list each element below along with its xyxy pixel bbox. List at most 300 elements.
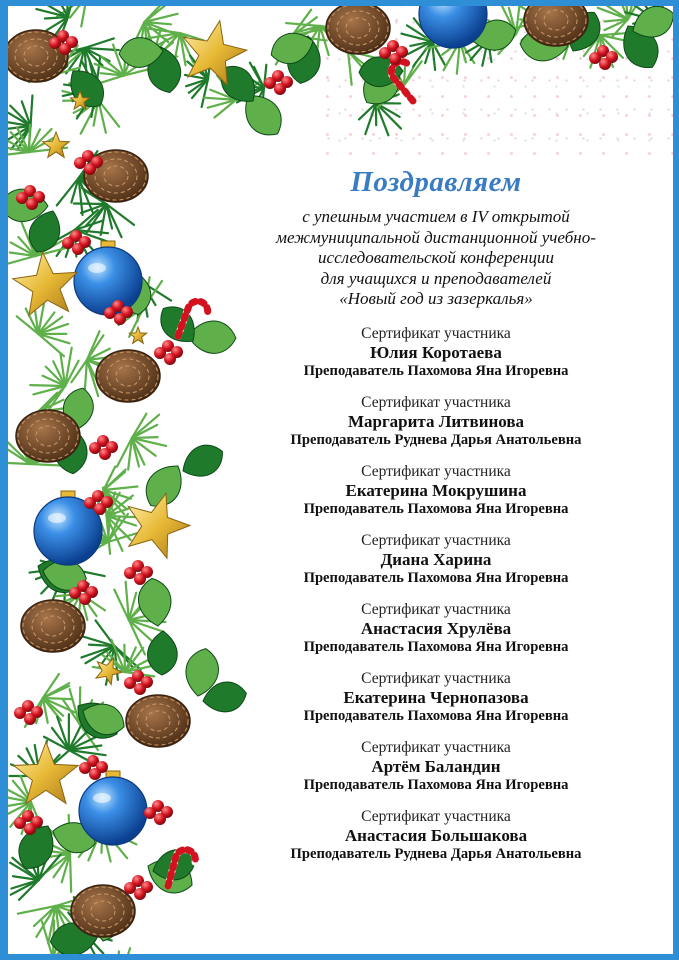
certificate-label: Сертификат участника: [361, 807, 511, 825]
pine-needle: [129, 22, 144, 54]
pine-needle: [13, 876, 39, 880]
pine-needle: [40, 755, 60, 776]
pine-needle: [11, 880, 39, 895]
pine-needle: [11, 132, 29, 152]
gold-star: [183, 21, 246, 85]
conference-description: [226, 207, 646, 310]
pine-needle: [58, 829, 70, 854]
participant-entry: [226, 324, 646, 381]
holly-leaf: [49, 817, 100, 858]
pine-needle: [83, 932, 112, 941]
certificate-label: Сертификат участника: [361, 738, 511, 756]
pine-needle: [43, 698, 73, 699]
pine-needle: [31, 95, 33, 126]
pine-needle: [27, 748, 40, 776]
pine-needle: [104, 470, 126, 490]
red-berry: [74, 157, 86, 169]
candy-cane-stripes: [168, 847, 198, 891]
pine-needle: [124, 45, 136, 75]
pine-needle: [104, 490, 125, 514]
pine-needle: [30, 464, 63, 466]
red-berry: [106, 441, 118, 453]
holly-leaf: [149, 845, 199, 885]
pine-needle: [30, 427, 38, 464]
pine-needle: [56, 6, 68, 17]
pine-needle: [130, 282, 143, 308]
red-berry: [70, 230, 82, 242]
pine-needle: [30, 448, 59, 464]
holly-leaf: [142, 851, 199, 900]
pine-needle: [107, 516, 131, 540]
intro-line: исследовательской конференции: [318, 248, 554, 267]
pine-needle: [152, 30, 160, 59]
pine-needle: [36, 842, 39, 880]
pine-needle: [30, 385, 65, 386]
pine-needle: [115, 308, 143, 321]
pine-needle: [31, 802, 45, 836]
pine-needle: [81, 636, 115, 646]
red-berry: [26, 198, 38, 210]
pine-needle: [44, 52, 57, 74]
pine-needle: [138, 22, 144, 60]
holly-leaf: [89, 895, 130, 946]
participant-name: Диана Харина: [380, 549, 492, 569]
pine-cone-scale: [128, 697, 188, 745]
pine-needle: [124, 46, 126, 75]
pine-needle: [102, 823, 129, 828]
pine-needle: [60, 354, 65, 386]
pine-cone-scale: [146, 711, 170, 731]
snow-decoration: [313, 6, 673, 156]
pine-needle: [86, 204, 106, 234]
holly-leaf: [8, 189, 48, 223]
pine-needle: [250, 63, 264, 88]
pine-needle: [32, 49, 56, 74]
ornament-cap: [101, 241, 115, 251]
pine-needle: [43, 698, 63, 716]
red-berry: [84, 163, 96, 175]
pine-needle: [84, 48, 109, 61]
pine-needle: [52, 728, 69, 750]
red-berry: [72, 243, 84, 255]
pine-needle: [120, 282, 141, 300]
pine-needle: [69, 725, 81, 750]
pine-needle: [75, 230, 95, 252]
pine-needle: [83, 907, 99, 932]
pine-needle: [50, 230, 74, 244]
red-berry: [31, 816, 43, 828]
pine-needle: [53, 17, 68, 38]
red-berry: [89, 442, 101, 454]
gold-star: [128, 494, 190, 559]
pine-needle: [43, 698, 61, 720]
pine-needle: [87, 360, 119, 375]
pine-needle: [107, 492, 116, 516]
pine-needle: [68, 913, 83, 932]
pine-needle: [125, 665, 157, 672]
pine-needle: [26, 308, 39, 334]
teacher-line: Преподаватель Пахомова Яна Игоревна: [303, 776, 569, 793]
pine-needle: [17, 316, 39, 334]
holly-leaf: [18, 40, 72, 82]
pine-cone-scale: [23, 602, 83, 650]
candy-cane: [178, 298, 210, 342]
pine-cone: [21, 600, 85, 652]
pine-needle: [63, 89, 96, 96]
pine-needle: [104, 467, 116, 490]
intro-line: «Новый год из зазеркалья»: [339, 289, 533, 308]
pine-needle: [84, 190, 107, 204]
red-berry: [124, 882, 136, 894]
pine-needle: [254, 67, 264, 88]
pine-needle: [84, 48, 97, 80]
candy-cane: [168, 847, 198, 891]
pine-needle: [41, 561, 66, 568]
pine-needle: [243, 73, 264, 88]
pine-needle: [79, 178, 108, 192]
pine-needle: [79, 178, 83, 215]
pine-needle: [8, 802, 31, 815]
pine-needle: [77, 48, 85, 78]
pine-needle: [22, 802, 31, 834]
pine-needle: [19, 880, 39, 900]
pine-needle: [30, 568, 66, 573]
pine-needle: [8, 126, 31, 129]
pine-needle: [85, 360, 87, 393]
pine-needle: [104, 472, 125, 490]
pine-cone-scale: [91, 901, 115, 921]
pine-needle: [174, 33, 180, 66]
pine-needle: [53, 935, 80, 958]
pine-needle: [190, 56, 208, 80]
pine-needle: [17, 128, 29, 152]
pine-needle: [37, 412, 38, 448]
red-berry: [49, 37, 61, 49]
red-berry: [141, 566, 153, 578]
red-berry: [79, 593, 91, 605]
gold-star: [129, 327, 146, 343]
red-berry: [132, 875, 144, 887]
pine-needle: [38, 412, 74, 418]
pine-cone-scale: [86, 152, 146, 200]
gold-star: [13, 252, 77, 315]
red-berry: [14, 817, 26, 829]
pine-needle: [62, 854, 70, 882]
pine-needle: [57, 230, 75, 256]
holly-leaf: [40, 556, 89, 593]
red-berry: [101, 496, 113, 508]
pine-needle: [13, 781, 31, 802]
pine-needle: [85, 646, 114, 663]
pine-needle: [81, 646, 114, 657]
pine-cone-scale: [95, 159, 137, 193]
pine-needle: [214, 100, 236, 118]
pine-needle: [108, 513, 110, 542]
pine-needle: [128, 438, 132, 470]
pine-needle: [69, 735, 101, 750]
pine-needle: [22, 57, 57, 74]
pine-needle: [38, 412, 49, 442]
pine-needle: [96, 956, 119, 960]
pine-needle: [48, 386, 66, 412]
pine-needle: [129, 612, 162, 620]
pine-needle: [145, 33, 180, 39]
pine-needle: [18, 126, 30, 149]
pine-needle: [143, 277, 149, 308]
pine-needle: [125, 647, 136, 672]
pine-needle: [75, 230, 77, 257]
pine-needle: [208, 47, 212, 79]
pine-needle: [70, 6, 87, 18]
pine-needle: [114, 590, 129, 620]
pine-needle: [8, 802, 31, 808]
participant-name: Юлия Коротаева: [370, 342, 502, 362]
pine-needle: [180, 33, 186, 65]
participant-entry: [226, 669, 646, 726]
ornament-ball: [79, 777, 147, 845]
pine-needle: [144, 22, 147, 51]
pine-needle: [192, 79, 208, 98]
pine-needle: [8, 113, 30, 126]
holly-leaf: [48, 920, 100, 958]
pine-needle: [81, 594, 87, 620]
pine-needle: [87, 356, 116, 360]
pine-cone-scale: [104, 166, 128, 186]
pine-needle: [125, 648, 143, 672]
pine-needle: [38, 301, 44, 334]
pine-needle: [102, 828, 136, 844]
pine-cone-scale: [82, 894, 124, 928]
pine-needle: [75, 221, 103, 230]
pine-needle: [53, 927, 64, 958]
pine-needle: [82, 188, 106, 204]
ornament-ball: [74, 247, 142, 315]
pine-needle: [106, 282, 142, 295]
pine-needle: [80, 724, 118, 729]
pine-needle: [111, 640, 125, 672]
pine-needle: [36, 9, 68, 17]
pine-needle: [10, 106, 30, 126]
pine-needle: [43, 674, 59, 698]
pine-cone-scale: [27, 419, 69, 453]
pine-needle: [38, 334, 69, 343]
pine-needle: [152, 42, 173, 59]
red-berry: [87, 755, 99, 767]
pine-needle: [85, 542, 108, 555]
pine-needle: [108, 516, 120, 542]
pine-needle: [204, 98, 236, 100]
pine-needle: [120, 292, 143, 308]
pine-needle: [233, 85, 264, 88]
pine-needle: [8, 152, 29, 156]
pine-needle: [80, 708, 114, 724]
pine-needle: [102, 813, 136, 828]
participant-entry: [226, 738, 646, 795]
pine-needle: [56, 594, 81, 613]
pine-needle: [104, 487, 138, 490]
pine-needle: [65, 361, 78, 386]
pine-needle: [144, 6, 169, 22]
pine-needle: [129, 620, 164, 632]
red-berry: [24, 713, 36, 725]
participant-entry: [226, 600, 646, 657]
pine-cone-scale: [73, 887, 133, 935]
gold-star: [96, 658, 122, 685]
pine-needle: [22, 101, 31, 126]
pine-needle: [10, 802, 31, 827]
pine-needle: [57, 6, 87, 17]
red-berry: [22, 700, 34, 712]
pine-needle: [52, 568, 66, 602]
red-berry: [144, 807, 156, 819]
holly-leaf: [182, 646, 222, 699]
pine-needle: [87, 349, 110, 360]
pine-needle: [81, 594, 105, 610]
pine-needle: [34, 223, 35, 256]
pine-needle: [98, 100, 119, 127]
pine-needle: [80, 703, 104, 724]
red-berry: [31, 706, 43, 718]
pine-needle: [66, 568, 77, 600]
pine-needle: [129, 620, 145, 654]
pine-needle: [43, 698, 75, 712]
pine-needle: [152, 56, 177, 59]
red-berry: [171, 346, 183, 358]
red-berry: [124, 567, 136, 579]
red-berry: [79, 236, 91, 248]
red-berry: [281, 76, 293, 88]
pine-needle: [101, 204, 107, 235]
pine-needle: [8, 256, 35, 265]
pine-needle: [66, 568, 87, 594]
pine-needle: [56, 906, 84, 915]
pine-needle: [80, 724, 111, 737]
pine-needle: [106, 646, 115, 685]
pine-needle: [102, 807, 120, 828]
red-berry: [59, 43, 71, 55]
pine-needle: [89, 59, 96, 89]
pine-needle: [106, 204, 112, 228]
red-berry: [99, 448, 111, 460]
teacher-line: Преподаватель Руднева Дарья Анатольевна: [290, 845, 582, 862]
pine-needle: [8, 462, 30, 464]
pine-needle: [35, 227, 52, 256]
ornament-highlight: [88, 263, 106, 273]
pine-needle: [148, 29, 152, 59]
pine-needle: [29, 126, 31, 152]
pine-needle: [20, 776, 31, 802]
pine-needle: [38, 412, 60, 435]
pine-needle: [93, 667, 125, 672]
red-berry: [91, 156, 103, 168]
pine-needle: [8, 797, 31, 802]
pine-needle: [53, 955, 90, 958]
participant-entry: [226, 462, 646, 519]
participant-entry: [226, 393, 646, 450]
red-berry: [86, 586, 98, 598]
pine-needle: [107, 516, 111, 554]
pine-needle: [38, 324, 68, 334]
pine-needle: [64, 85, 96, 89]
pine-needle: [98, 100, 106, 133]
pine-needle: [142, 282, 156, 305]
participant-name: Екатерина Мокрушина: [345, 480, 527, 500]
holly-leaf: [11, 818, 62, 876]
pine-needle: [75, 73, 96, 89]
pine-needle: [187, 61, 208, 79]
pine-cone-scale: [8, 32, 66, 80]
red-berry: [33, 191, 45, 203]
pine-needle: [84, 48, 118, 50]
pine-needle: [68, 6, 76, 17]
red-berry: [97, 435, 109, 447]
pine-needle: [132, 438, 139, 467]
pine-needle: [55, 44, 56, 74]
participant-name: Екатерина Чернопазова: [343, 687, 529, 707]
pine-needle: [8, 449, 30, 464]
pine-cone-scale: [36, 426, 60, 446]
pine-needle: [61, 574, 81, 594]
red-berry: [274, 83, 286, 95]
pine-needle: [96, 620, 115, 646]
pine-cone-scale: [137, 704, 179, 738]
red-berry: [152, 800, 164, 812]
pine-needle: [38, 393, 57, 412]
pine-needle: [77, 100, 98, 116]
intro-line: с упешным участием в IV открытой: [302, 207, 570, 226]
pine-needle: [39, 851, 49, 880]
pine-needle: [69, 746, 102, 750]
pine-needle: [54, 48, 85, 66]
teacher-line: Преподаватель Пахомова Яна Игоревна: [303, 500, 569, 517]
pine-needle: [45, 842, 70, 854]
pine-needle: [56, 17, 68, 48]
pine-needle: [36, 568, 66, 579]
pine-needle: [12, 858, 38, 880]
pine-needle: [56, 68, 80, 74]
pine-needle: [83, 920, 108, 932]
pine-needle: [18, 906, 56, 914]
pine-needle: [108, 308, 144, 309]
participant-entry: [226, 807, 646, 864]
red-berry: [134, 573, 146, 585]
candy-cane-stripes: [178, 298, 210, 342]
pine-needle: [132, 438, 166, 446]
pine-needle: [236, 81, 260, 100]
red-berry: [62, 237, 74, 249]
certificate-label: Сертификат участника: [361, 393, 511, 411]
teacher-line: Преподаватель Пахомова Яна Игоревна: [303, 569, 569, 586]
pine-cone: [126, 695, 190, 747]
holly-leaf: [78, 250, 131, 290]
pine-needle: [95, 64, 124, 76]
pine-needle: [288, 36, 292, 59]
pine-needle: [236, 80, 250, 100]
pine-needle: [68, 594, 81, 617]
pine-needle: [66, 568, 105, 576]
pine-needle: [113, 45, 124, 76]
pine-needle: [75, 230, 90, 260]
pine-needle: [41, 568, 66, 593]
holly-leaf: [152, 298, 204, 351]
pine-needle: [98, 514, 108, 542]
pine-needle: [81, 204, 106, 213]
pine-needle: [104, 490, 131, 499]
red-berry: [22, 810, 34, 822]
ornament-cap: [106, 771, 120, 781]
pine-needle: [83, 914, 110, 932]
pine-needle: [210, 90, 236, 100]
